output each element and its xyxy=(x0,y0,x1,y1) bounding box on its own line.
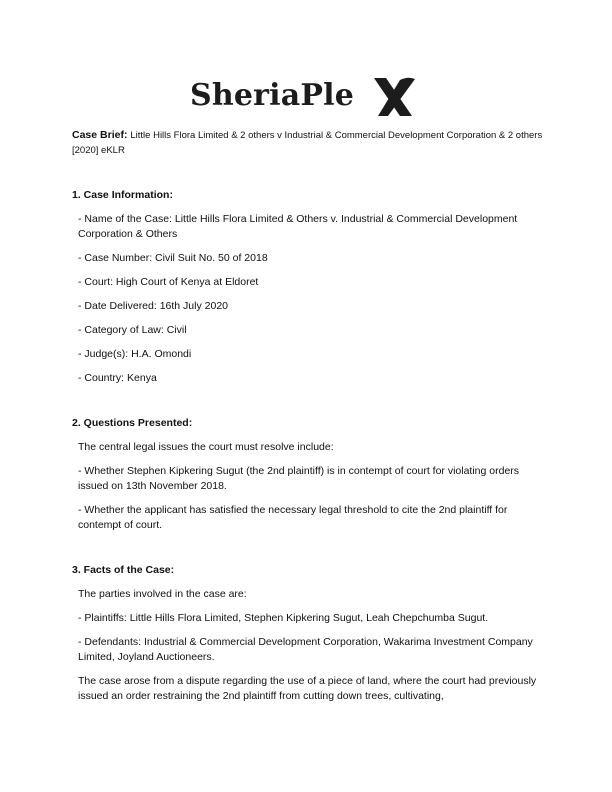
case-brief-title: Little Hills Flora Limited & 2 others v Industrial & Commercial Development Corporation & 2 others [2020] eKLR xyxy=(72,130,543,156)
section-heading-case-information: 1. Case Information: xyxy=(72,189,173,201)
x-icon xyxy=(372,76,416,118)
list-item: - Whether Stephen Kipkering Sugut (the 2nd plaintiff) is in contempt of court for violating orders issued on 13th November 2018. xyxy=(78,465,520,492)
list-item: - Whether the applicant has satisfied the necessary legal threshold to cite the 2nd plaintiff for contempt of court. xyxy=(78,504,508,531)
list-item: - Date Delivered: 16th July 2020 xyxy=(78,300,228,312)
list-item: - Case Number: Civil Suit No. 50 of 2018 xyxy=(78,252,268,264)
list-item: - Defendants: Industrial & Commercial Development Corporation, Wakarima Investment Company Limited, Joyland Auctioneers. xyxy=(78,636,533,663)
list-item: - Plaintiffs: Little Hills Flora Limited, Stephen Kipkering Sugut, Leah Chepchumba Sugut. xyxy=(78,612,489,624)
paragraph: The case arose from a dispute regarding the use of a piece of land, where the court had previously issued an order restraining the 2nd plaintiff from cutting down trees, cultivating, xyxy=(78,675,537,702)
list-item: - Court: High Court of Kenya at Eldoret xyxy=(78,276,259,288)
section-heading-facts: 3. Facts of the Case: xyxy=(72,564,175,576)
list-item: - Category of Law: Civil xyxy=(78,324,187,336)
section-heading-questions-presented: 2. Questions Presented: xyxy=(72,417,193,429)
list-item: - Judge(s): H.A. Omondi xyxy=(78,348,192,360)
document-body xyxy=(72,128,544,704)
case-brief xyxy=(72,128,544,158)
case-brief-label: Case Brief: xyxy=(72,129,128,141)
sheriaplex-logo xyxy=(190,72,422,122)
list-item: - Name of the Case: Little Hills Flora Limited & Others v. Industrial & Commercial Development Corporation & Others xyxy=(78,213,518,240)
logo-text: SheriaPle xyxy=(190,78,355,113)
list-item: - Country: Kenya xyxy=(78,372,157,384)
section-intro: The central legal issues the court must resolve include: xyxy=(78,441,334,453)
section-intro: The parties involved in the case are: xyxy=(78,588,247,600)
